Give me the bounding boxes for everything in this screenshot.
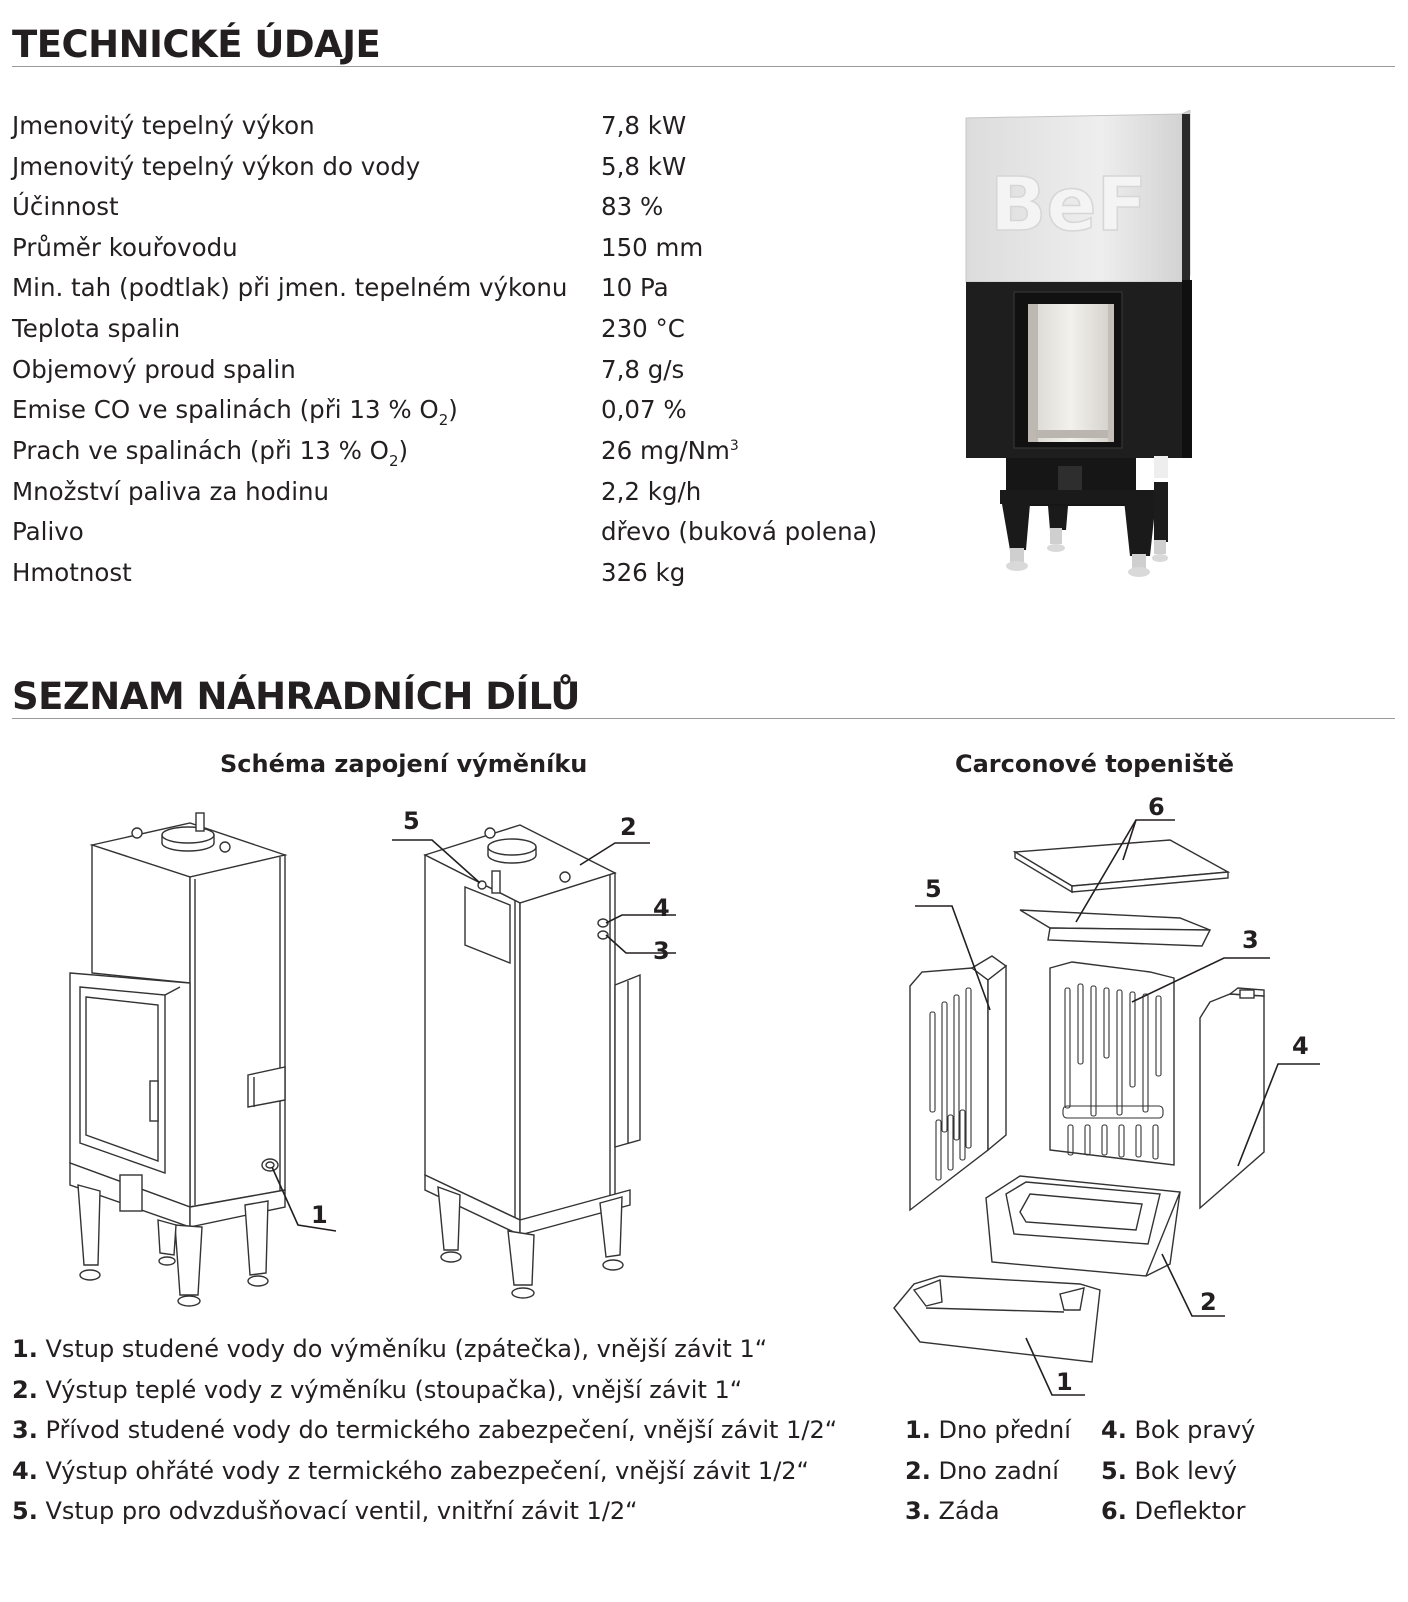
subscript: 2 xyxy=(388,452,399,470)
spec-value: 83 % xyxy=(601,192,664,221)
legend-num: 4. xyxy=(12,1457,38,1485)
carcon-callout-1: 1 xyxy=(1056,1368,1073,1396)
spec-label xyxy=(12,393,458,430)
spec-label: Množství paliva za hodinu xyxy=(12,477,330,506)
legend-text: Výstup ohřáté vody z termického zabezpečení, vnější závit 1/2“ xyxy=(37,1457,809,1485)
stove-photo xyxy=(960,110,1220,600)
legend-num: 1. xyxy=(905,1416,931,1444)
spec-label: Teplota spalin xyxy=(12,314,181,343)
spec-value: 326 kg xyxy=(601,558,686,587)
carcon-title: Carconové topeniště xyxy=(955,750,1234,778)
legend-text: Bok levý xyxy=(1126,1457,1237,1485)
spec-value-text: 26 mg/Nm xyxy=(601,436,730,465)
spec-label: Palivo xyxy=(12,517,84,546)
schema-drawing xyxy=(40,795,700,1315)
legend-text: Dno zadní xyxy=(930,1457,1059,1485)
legend-num: 1. xyxy=(12,1335,38,1363)
spec-value: 10 Pa xyxy=(601,273,669,302)
tech-heading-rule xyxy=(12,66,1395,67)
spec-label-text: Emise CO ve spalinách (při 13 % O xyxy=(12,395,439,424)
legend-num: 5. xyxy=(1101,1457,1127,1485)
spec-label-text: ) xyxy=(398,436,409,465)
schema-callout-4: 4 xyxy=(653,894,670,922)
spec-label: Objemový proud spalin xyxy=(12,355,296,384)
schema-callout-1: 1 xyxy=(311,1201,328,1229)
spec-label-text: Prach ve spalinách (při 13 % O xyxy=(12,436,389,465)
legend-text: Deflektor xyxy=(1126,1497,1246,1525)
legend-item xyxy=(12,1454,809,1488)
spec-label: Hmotnost xyxy=(12,558,132,587)
carcon-callout-5: 5 xyxy=(925,875,942,903)
spec-label xyxy=(12,434,408,471)
schema-title: Schéma zapojení výměníku xyxy=(220,750,588,778)
legend-item xyxy=(1101,1454,1237,1488)
parts-heading: SEZNAM NÁHRADNÍCH DÍLŮ xyxy=(12,675,580,718)
stove-front-view xyxy=(70,813,285,1306)
legend-item xyxy=(12,1413,837,1447)
schema-callout-5: 5 xyxy=(403,807,420,835)
carcon-drawing xyxy=(880,790,1350,1400)
legend-item xyxy=(905,1413,1071,1447)
legend-num: 5. xyxy=(12,1497,38,1525)
spec-value xyxy=(601,434,739,472)
spec-label: Min. tah (podtlak) při jmen. tepelném výkonu xyxy=(12,273,568,302)
legend-text: Dno přední xyxy=(930,1416,1071,1444)
tech-heading: TECHNICKÉ ÚDAJE xyxy=(12,23,381,66)
superscript: 3 xyxy=(729,438,739,454)
spec-label: Jmenovitý tepelný výkon do vody xyxy=(12,152,421,181)
legend-item xyxy=(905,1494,1000,1528)
spec-value: 7,8 g/s xyxy=(601,355,685,384)
subscript: 2 xyxy=(438,411,449,429)
spec-value: 2,2 kg/h xyxy=(601,477,702,506)
legend-text: Výstup teplé vody z výměníku (stoupačka), vnější závit 1“ xyxy=(37,1376,743,1404)
legend-text: Přívod studené vody do termického zabezpečení, vnější závit 1/2“ xyxy=(37,1416,838,1444)
legend-num: 2. xyxy=(905,1457,931,1485)
legend-item xyxy=(12,1373,742,1407)
spec-value: dřevo (buková polena) xyxy=(601,517,878,546)
legend-num: 4. xyxy=(1101,1416,1127,1444)
spec-label: Průměr kouřovodu xyxy=(12,233,238,262)
carcon-callout-6: 6 xyxy=(1148,793,1165,821)
parts-heading-rule xyxy=(12,718,1395,719)
carcon-callout-3: 3 xyxy=(1242,926,1259,954)
schema-callout-2: 2 xyxy=(620,813,637,841)
spec-label: Účinnost xyxy=(12,192,119,221)
legend-item xyxy=(905,1454,1059,1488)
spec-value: 0,07 % xyxy=(601,395,687,424)
legend-item xyxy=(1101,1413,1255,1447)
schema-callout-3: 3 xyxy=(653,937,670,965)
legend-item xyxy=(12,1494,638,1528)
spec-value: 150 mm xyxy=(601,233,704,262)
spec-value: 230 °C xyxy=(601,314,685,343)
carcon-callout-2: 2 xyxy=(1200,1288,1217,1316)
legend-text: Vstup pro odvzdušňovací ventil, vnitřní závit 1/2“ xyxy=(37,1497,638,1525)
legend-num: 3. xyxy=(905,1497,931,1525)
stove-rear-view xyxy=(425,825,640,1298)
legend-text: Bok pravý xyxy=(1126,1416,1256,1444)
legend-text: Vstup studené vody do výměníku (zpátečka), vnější závit 1“ xyxy=(37,1335,768,1363)
spec-label: Jmenovitý tepelný výkon xyxy=(12,111,315,140)
legend-num: 2. xyxy=(12,1376,38,1404)
spec-value: 5,8 kW xyxy=(601,152,687,181)
carcon-callout-4: 4 xyxy=(1292,1032,1309,1060)
spec-value: 7,8 kW xyxy=(601,111,687,140)
bef-logo: BeF xyxy=(990,162,1148,248)
spec-label-text: ) xyxy=(448,395,458,424)
legend-text: Záda xyxy=(930,1497,1000,1525)
legend-num: 6. xyxy=(1101,1497,1127,1525)
legend-item xyxy=(12,1332,767,1366)
legend-item xyxy=(1101,1494,1245,1528)
legend-num: 3. xyxy=(12,1416,38,1444)
